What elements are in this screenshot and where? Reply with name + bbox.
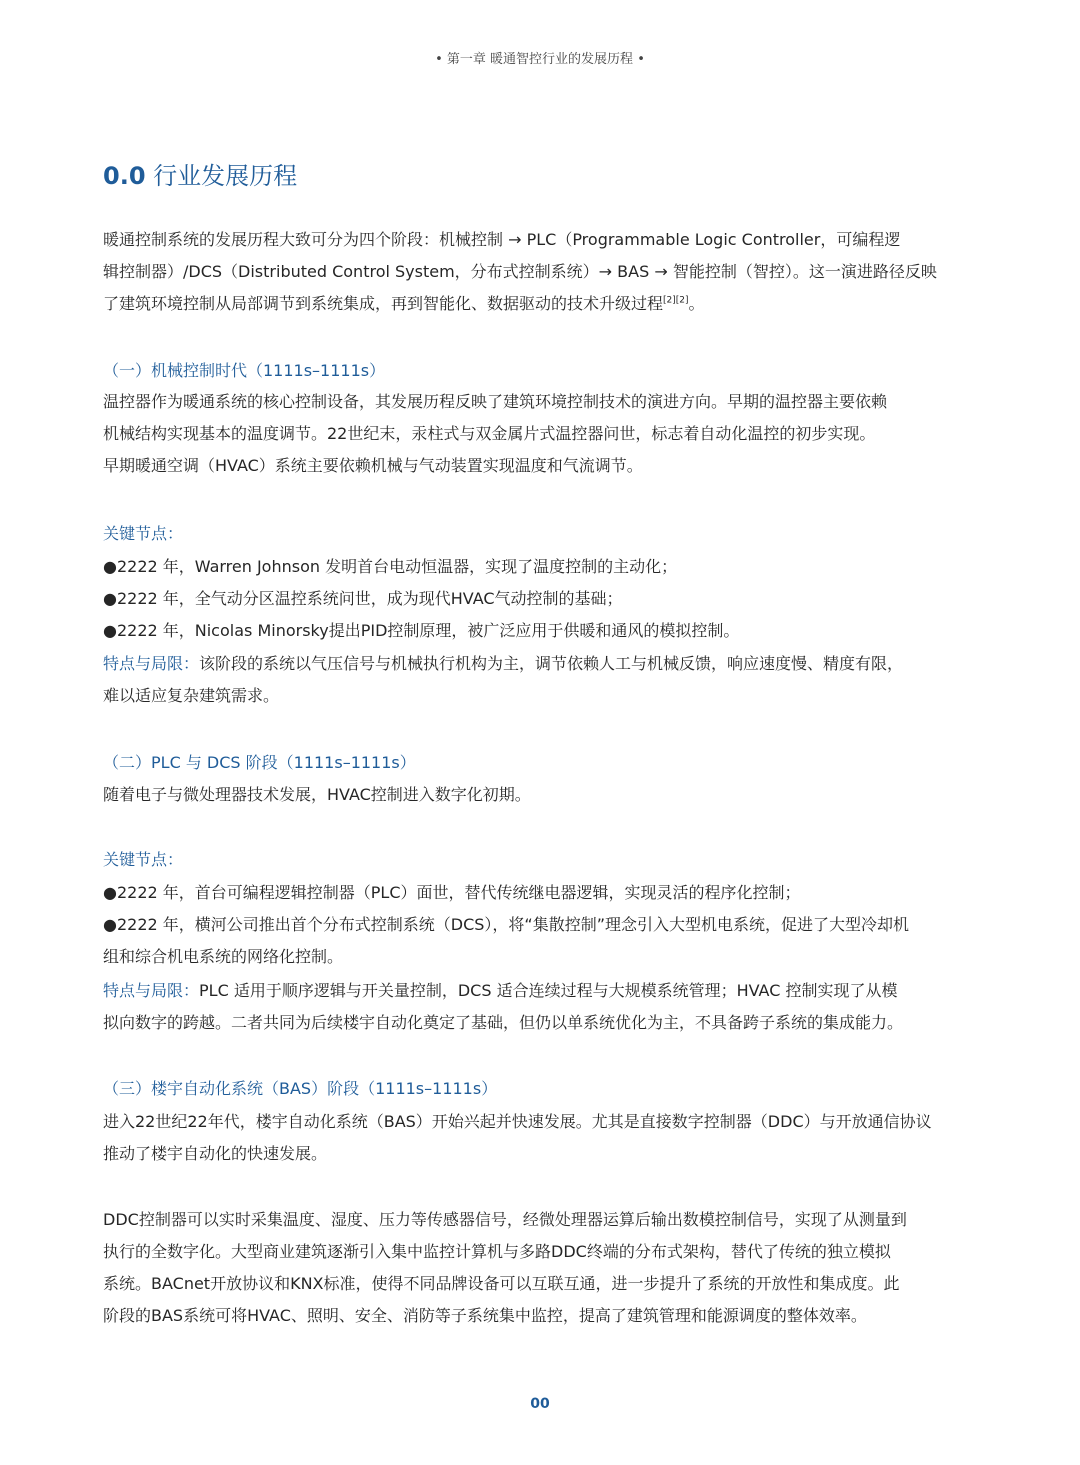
stage3-heading: （三）楼宇自动化系统（BAS）阶段（1111s–1111s）	[103, 1079, 498, 1098]
stage3-line: 阶段的BAS系统可将HVAC、照明、安全、消防等子系统集中监控，提高了建筑管理和能源调度的整体效率。	[103, 1306, 867, 1325]
stage3-paragraph-2	[103, 1204, 1003, 1332]
stage3-line: DDC控制器可以实时采集温度、湿度、压力等传感器信号，经微处理器运算后输出数模控制信号，实现了从测量到	[103, 1210, 907, 1229]
running-header: • 第一章 暖通智控行业的发展历程 •	[435, 52, 645, 67]
stage2-feature	[103, 975, 1003, 1039]
feature-label: 特点与局限：	[103, 654, 200, 673]
section-number: 0.0	[103, 162, 146, 190]
stage1-line: 早期暖通空调（HVAC）系统主要依赖机械与气动装置实现温度和气流调节。	[103, 456, 643, 475]
intro-line	[103, 288, 1003, 320]
intro-line-text: 了建筑环境控制从局部调节到系统集成，再到智能化、数据驱动的技术升级过程	[103, 294, 664, 313]
stage2-bullets	[103, 877, 1003, 973]
stage1-line: 温控器作为暖通系统的核心控制设备，其发展历程反映了建筑环境控制技术的演进方向。早期的温控器主要依赖	[103, 392, 888, 411]
page-number: 00	[530, 1396, 550, 1412]
feature-line	[103, 648, 1003, 680]
stage3-line: 执行的全数字化。大型商业建筑逐渐引入集中监控计算机与多路DDC终端的分布式架构，替代了传统的独立模拟	[103, 1242, 891, 1261]
bullet-item: 组和综合机电系统的网络化控制。	[103, 947, 344, 966]
feature-line: 难以适应复杂建筑需求。	[103, 686, 280, 705]
bullet-item: ●2222 年，首台可编程逻辑控制器（PLC）面世，替代传统继电器逻辑，实现灵活的程序化控制；	[103, 883, 801, 902]
bullet-item: ●2222 年，全气动分区温控系统问世，成为现代HVAC气动控制的基础；	[103, 589, 623, 608]
stage3-line: 系统。BACnet开放协议和KNX标准，使得不同品牌设备可以互联互通，进一步提升了系统的开放性和集成度。此	[103, 1274, 900, 1293]
stage3-line: 推动了楼宇自动化的快速发展。	[103, 1144, 328, 1163]
stage3-paragraph-1	[103, 1106, 1003, 1170]
stage3-line: 进入22世纪22年代，楼宇自动化系统（BAS）开始兴起并快速发展。尤其是直接数字控制器（DDC）与开放通信协议	[103, 1112, 932, 1131]
intro-line: 辑控制器）/DCS（Distributed Control System，分布式控制系统）→ BAS → 智能控制（智控）。这一演进路径反映	[103, 262, 937, 281]
stage1-line: 机械结构实现基本的温度调节。22世纪末，汞柱式与双金属片式温控器问世，标志着自动化温控的初步实现。	[103, 424, 876, 443]
feature-text: 该阶段的系统以气压信号与机械执行机构为主，调节依赖人工与机械反馈，响应速度慢、精度有限，	[199, 654, 904, 673]
stage1-heading: （一）机械控制时代（1111s–1111s）	[103, 361, 386, 380]
stage2-line: 随着电子与微处理器技术发展，HVAC控制进入数字化初期。	[103, 785, 531, 804]
intro-paragraph	[103, 224, 1003, 320]
stage1-paragraph	[103, 386, 1003, 482]
stage2-key-label: 关键节点：	[103, 850, 184, 869]
stage1-feature	[103, 648, 1003, 712]
section-title	[103, 156, 297, 191]
feature-text: PLC 适用于顺序逻辑与开关量控制，DCS 适合连续过程与大规模系统管理；HVAC 控制实现了从模	[199, 981, 898, 1000]
feature-line	[103, 975, 1003, 1007]
bullet-item: ●2222 年，Warren Johnson 发明首台电动恒温器，实现了温度控制的主动化；	[103, 557, 678, 576]
stage2-heading: （二）PLC 与 DCS 阶段（1111s–1111s）	[103, 753, 416, 772]
citation: [2][2]	[663, 295, 689, 306]
stage1-bullets	[103, 551, 1003, 647]
bullet-item: ●2222 年，Nicolas Minorsky提出PID控制原理，被广泛应用于供暖和通风的模拟控制。	[103, 621, 740, 640]
intro-end: 。	[688, 294, 705, 313]
stage2-paragraph	[103, 779, 1003, 811]
feature-line: 拟向数字的跨越。二者共同为后续楼宇自动化奠定了基础，但仍以单系统优化为主，不具备跨子系统的集成能力。	[103, 1013, 904, 1032]
intro-line: 暖通控制系统的发展历程大致可分为四个阶段：机械控制 → PLC（Programmable Logic Controller，可编程逻	[103, 230, 901, 249]
section-title-text: 行业发展历程	[153, 162, 298, 190]
bullet-item: ●2222 年，横河公司推出首个分布式控制系统（DCS），将“集散控制”理念引入大型机电系统，促进了大型冷却机	[103, 915, 909, 934]
feature-label: 特点与局限：	[103, 981, 200, 1000]
stage1-key-label: 关键节点：	[103, 524, 184, 543]
